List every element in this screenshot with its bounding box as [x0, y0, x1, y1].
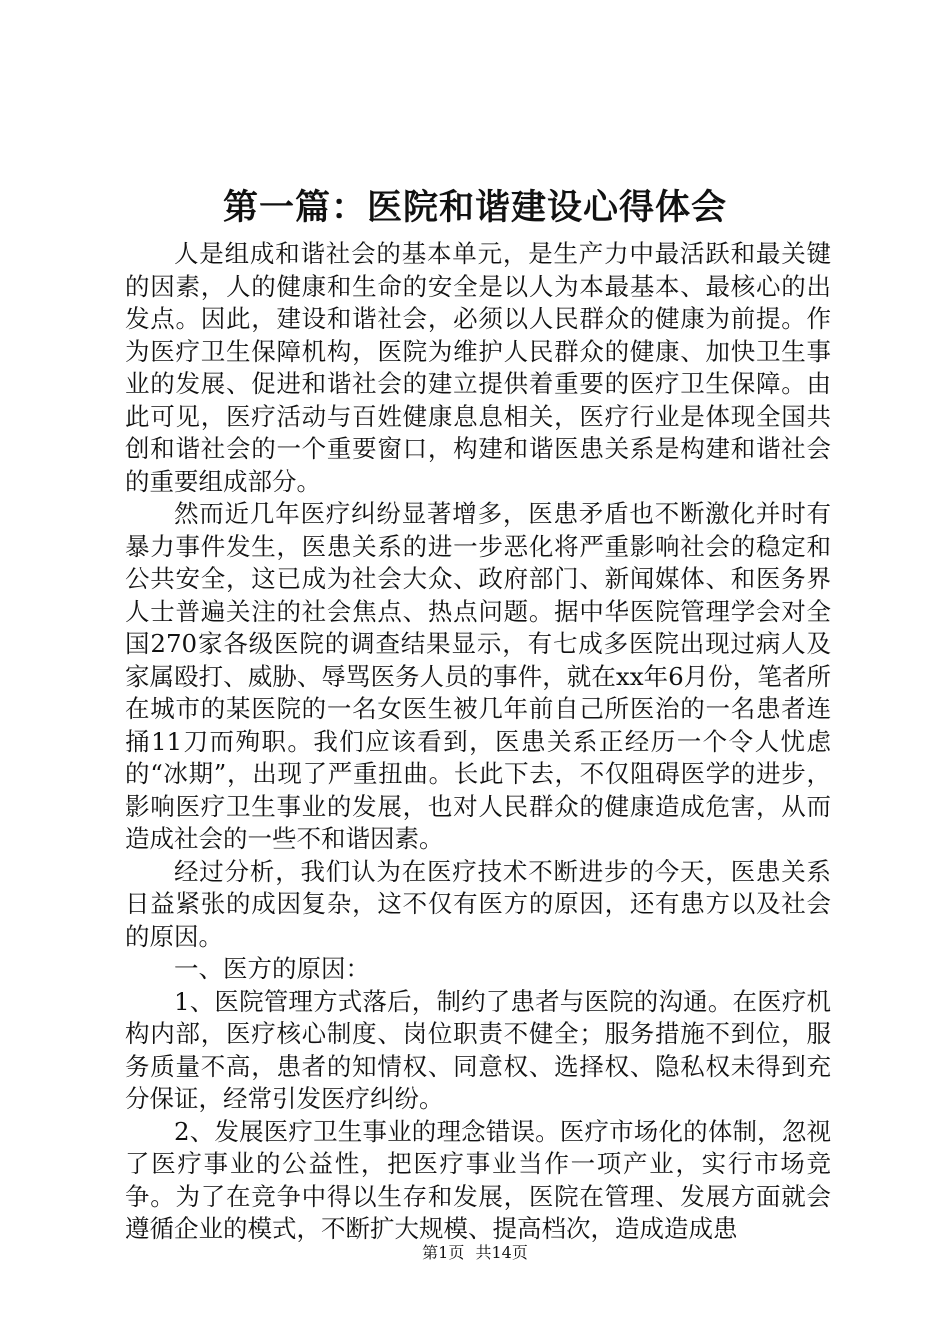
document-body — [125, 238, 831, 1246]
total-pages: 共14页 — [475, 1243, 528, 1262]
section-heading: 一、医方的原因： — [174, 954, 370, 983]
paragraph: 然而近几年医疗纠纷显著增多，医患矛盾也不断激化并时有暴力事件发生，医患关系的进一步恶化将严重影响社会的稳定和公共安全，这已成为社会大众、政府部门、新闻媒体、和医务界人士普遍关注的社会焦点、热点问题。据中华医院管理学会对全国270家各级医院的调查结果显示，有七成多医院出现过病人及家属殴打、威胁、辱骂医务人员的事件，就在xx年6月份，笔者所在城市的某医院的一名女医生被几年前自己所医治的一名患者连捅11刀而殉职。我们应该看到，医患关系正经历一个令人忧虑的“冰期”，出现了严重扭曲。长此下去，不仅阻碍医学的进步，影响医疗卫生事业的发展，也对人民群众的健康造成危害，从而造成社会的一些不和谐因素。 — [125, 499, 831, 853]
paragraph: 经过分析，我们认为在医疗技术不断进步的今天，医患关系日益紧张的成因复杂，这不仅有医方的原因，还有患方以及社会的原因。 — [125, 856, 831, 951]
document-title: 第一篇：医院和谐建设心得体会 — [222, 188, 727, 228]
paragraph: 2、发展医疗卫生事业的理念错误。医疗市场化的体制，忽视了医疗事业的公益性，把医疗事业当作一项产业，实行市场竞争。为了在竞争中得以生存和发展，医院在管理、发展方面就会遵循企业的模式，不断扩大规模、提高档次，造成造成患 — [125, 1116, 831, 1243]
paragraph: 人是组成和谐社会的基本单元，是生产力中最活跃和最关键的因素，人的健康和生命的安全是以人为本最基本、最核心的出发点。因此，建设和谐社会，必须以人民群众的健康为前提。作为医疗卫生保障机构，医院为维护人民群众的健康、加快卫生事业的发展、促进和谐社会的建立提供着重要的医疗卫生保障。由此可见，医疗活动与百姓健康息息相关，医疗行业是体现全国共创和谐社会的一个重要窗口，构建和谐医患关系是构建和谐社会的重要组成部分。 — [125, 239, 831, 496]
paragraph: 1、医院管理方式落后，制约了患者与医院的沟通。在医疗机构内部，医疗核心制度、岗位职责不健全；服务措施不到位，服务质量不高，患者的知情权、同意权、选择权、隐私权未得到充分保证，经常引发医疗纠纷。 — [125, 986, 831, 1113]
page-number: 第1页 — [422, 1243, 465, 1262]
page-footer — [0, 1242, 950, 1264]
